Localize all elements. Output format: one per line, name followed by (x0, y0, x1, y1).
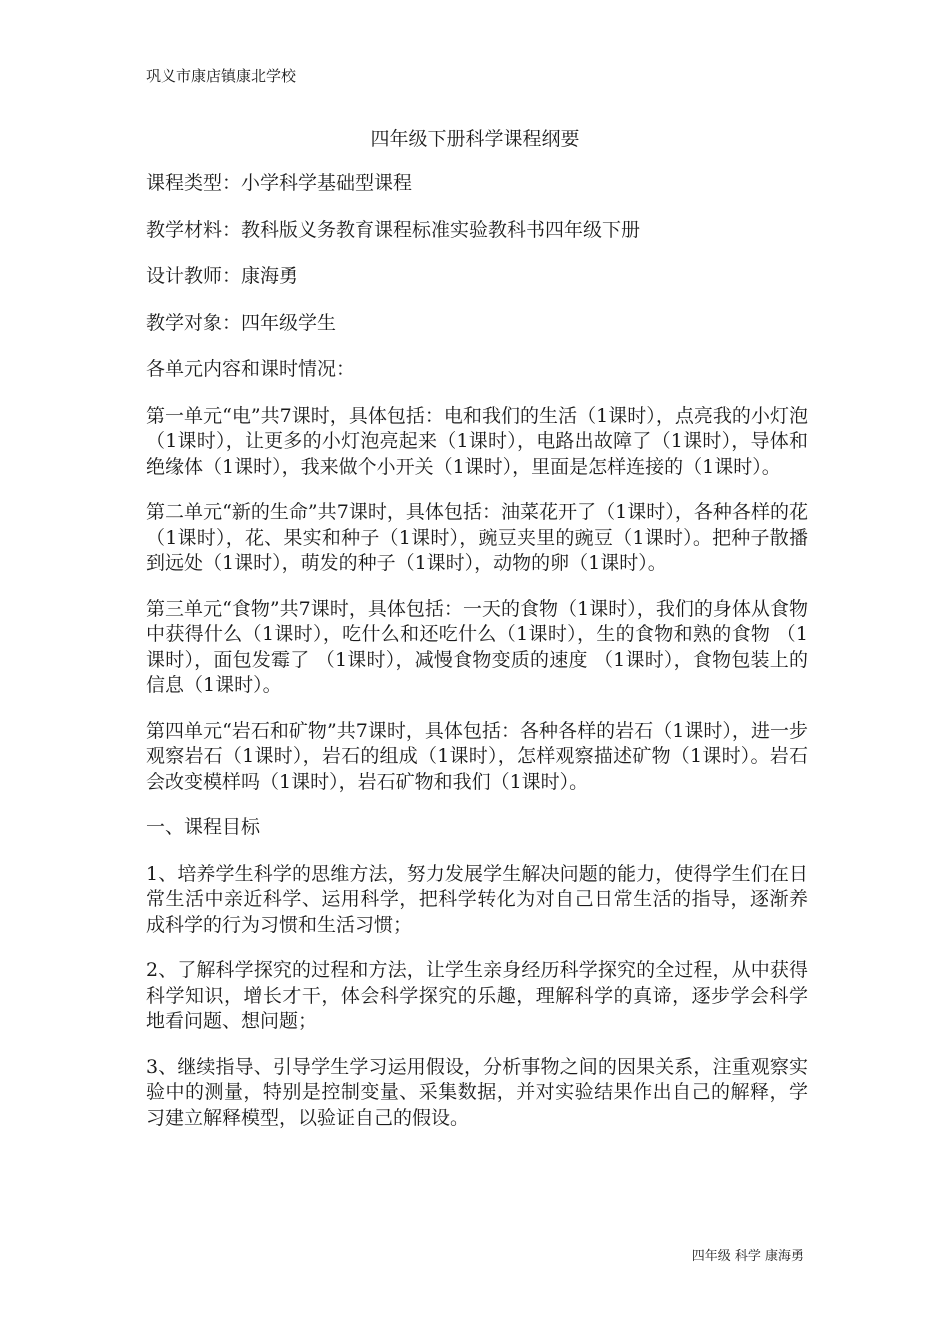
page-footer: 四年级 科学 康海勇 (691, 1249, 804, 1264)
page-header-school: 巩义市康店镇康北学校 (146, 67, 297, 85)
units-intro: 各单元内容和课时情况： (146, 358, 356, 380)
goal-2-paragraph: 2、了解科学探究的过程和方法，让学生亲身经历科学探究的全过程，从中获得科学知识，增长才干，体会科学探究的乐趣，理解科学的真谛，逐步学会科学地看问题、想问题； (146, 959, 808, 1032)
teaching-target: 教学对象：四年级学生 (146, 311, 337, 334)
designer-teacher: 设计教师：康海勇 (146, 265, 299, 287)
unit-1-paragraph: 第一单元“电”共7课时，具体包括：电和我们的生活（1课时），点亮我的小灯泡（1课时），让更多的小灯泡亮起来（1课时），电路出故障了（1课时），导体和绝缘体（1课时），我来做个小开关（1课时），里面是怎样连接的（1课时）。 (146, 404, 808, 478)
teaching-material: 教学材料：教科版义务教育课程标准实验教科书四年级下册 (146, 218, 641, 241)
goal-3-paragraph: 3、继续指导、引导学生学习运用假设，分析事物之间的因果关系，注重观察实验中的测量，特别是控制变量、采集数据，并对实验结果作出自己的解释，学习建立解释模型，以验证自己的假设。 (146, 1055, 808, 1129)
unit-2-paragraph: 第二单元“新的生命”共7课时，具体包括：油菜花开了（1课时），各种各样的花（1课时），花、果实和种子（1课时），豌豆夹里的豌豆（1课时）。把种子散播到远处（1课时），萌发的种子（1课时），动物的卵（1课时）。 (146, 501, 808, 574)
course-type: 课程类型：小学科学基础型课程 (146, 172, 413, 194)
document-body (146, 171, 808, 1151)
goal-1-paragraph: 1、培养学生科学的思维方法，努力发展学生解决问题的能力，使得学生们在日常生活中亲近科学、运用科学，把科学转化为对自己日常生活的指导，逐渐养成科学的行为习惯和生活习惯； (146, 862, 808, 936)
unit-3-paragraph: 第三单元“食物”共7课时，具体包括：一天的食物（1课时），我们的身体从食物中获得什么（1课时），吃什么和还吃什么（1课时），生的食物和熟的食物 （1课时），面包发霉了 （1课时），减慢食物变质的速度 （1课时），食物包装上的信息（1课时）。 (146, 597, 808, 696)
section-heading-goals: 一、课程目标 (146, 816, 261, 838)
document-title: 四年级下册科学课程纲要 (370, 128, 580, 150)
unit-4-paragraph: 第四单元“岩石和矿物”共7课时，具体包括：各种各样的岩石（1课时），进一步观察岩石（1课时），岩石的组成（1课时），怎样观察描述矿物（1课时）。岩石会改变模样吗（1课时），岩石矿物和我们（1课时）。 (146, 719, 808, 793)
